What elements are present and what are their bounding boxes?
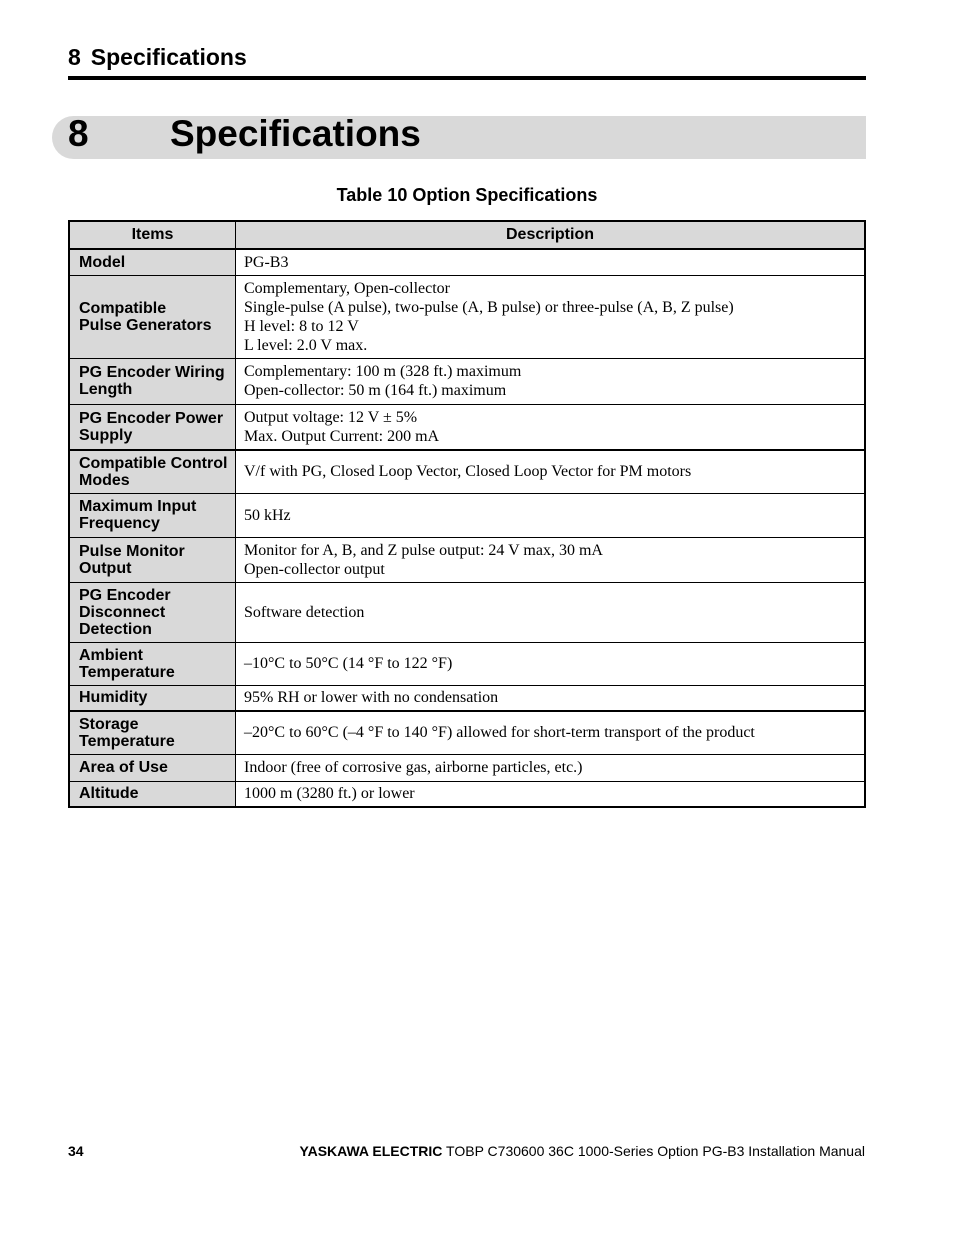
table-row bbox=[69, 781, 865, 807]
description-cell bbox=[236, 754, 866, 781]
item-label: Maximum Input bbox=[79, 498, 197, 515]
table-row bbox=[69, 358, 865, 404]
description-text: 95% RH or lower with no condensation bbox=[244, 689, 499, 707]
item-label: Model bbox=[79, 253, 126, 271]
description-text: 50 kHz bbox=[244, 506, 291, 524]
description-text: L level: 2.0 V max. bbox=[244, 336, 368, 354]
item-cell bbox=[69, 781, 236, 807]
description-text: Software detection bbox=[244, 603, 365, 621]
table-row bbox=[69, 754, 865, 781]
description-cell bbox=[236, 685, 866, 711]
item-cell bbox=[69, 493, 236, 537]
item-label: Pulse Generators bbox=[79, 316, 212, 334]
item-label: Area of Use bbox=[79, 759, 168, 776]
description-text: –10°C to 50°C (14 °F to 122 °F) bbox=[244, 655, 453, 672]
item-label: Compatible bbox=[79, 299, 167, 317]
description-text: Single-pulse (A pulse), two-pulse (A, B pulse) or three-pulse (A, B, Z pulse) bbox=[244, 298, 734, 316]
description-text: 1000 m (3280 ft.) or lower bbox=[244, 785, 415, 803]
description-text: Open-collector: 50 m (164 ft.) maximum bbox=[244, 382, 507, 399]
item-label: Ambient bbox=[79, 646, 143, 664]
item-label: Supply bbox=[79, 426, 133, 444]
description-text: Open-collector output bbox=[244, 560, 385, 578]
item-label: Disconnect bbox=[79, 603, 166, 621]
item-label: PG Encoder Power bbox=[79, 409, 224, 427]
item-label: Output bbox=[79, 559, 132, 577]
running-header-title: Specifications bbox=[90, 44, 247, 70]
table-caption: Table 10 Option Specifications bbox=[336, 185, 598, 205]
page-number: 34 bbox=[68, 1143, 84, 1159]
description-cell bbox=[236, 781, 866, 807]
description-cell bbox=[236, 711, 866, 754]
item-label: Temperature bbox=[79, 732, 175, 750]
footer-brand: YASKAWA ELECTRIC bbox=[299, 1143, 443, 1159]
item-cell bbox=[69, 537, 236, 582]
section-number: 8 bbox=[68, 113, 89, 154]
description-cell bbox=[236, 358, 866, 404]
running-header-number: 8 bbox=[68, 44, 81, 70]
description-cell bbox=[236, 582, 866, 642]
table-row bbox=[69, 685, 865, 711]
description-text: Indoor (free of corrosive gas, airborne particles, etc.) bbox=[244, 759, 583, 776]
description-text: –20°C to 60°C (–4 °F to 140 °F) allowed for short-term transport of the product bbox=[244, 724, 755, 742]
table-row bbox=[69, 249, 865, 275]
footer-doc-title: TOBP C730600 36C 1000-Series Option PG-B3 Installation Manual bbox=[442, 1143, 865, 1159]
item-cell bbox=[69, 275, 236, 358]
description-text: Monitor for A, B, and Z pulse output: 24 V max, 30 mA bbox=[244, 541, 603, 559]
table-row bbox=[69, 450, 865, 493]
description-cell bbox=[236, 642, 866, 685]
table-row bbox=[69, 582, 865, 642]
description-cell bbox=[236, 404, 866, 450]
table-row bbox=[69, 642, 865, 685]
column-header-items: Items bbox=[69, 221, 236, 249]
description-text: V/f with PG, Closed Loop Vector, Closed Loop Vector for PM motors bbox=[244, 463, 692, 481]
item-label: Compatible Control bbox=[79, 454, 228, 472]
item-cell bbox=[69, 685, 236, 711]
item-cell bbox=[69, 642, 236, 685]
item-cell bbox=[69, 711, 236, 754]
table-row bbox=[69, 275, 865, 358]
item-label: Storage bbox=[79, 715, 139, 733]
item-cell bbox=[69, 249, 236, 275]
description-text: Complementary, Open-collector bbox=[244, 279, 450, 297]
item-cell bbox=[69, 450, 236, 493]
description-cell bbox=[236, 493, 866, 537]
table-header-row bbox=[69, 221, 865, 249]
option-specifications-table bbox=[68, 220, 866, 808]
item-label: Humidity bbox=[79, 689, 148, 707]
item-label: PG Encoder bbox=[79, 586, 171, 604]
description-cell bbox=[236, 249, 866, 275]
item-label: PG Encoder Wiring bbox=[79, 364, 225, 381]
item-cell bbox=[69, 358, 236, 404]
item-cell bbox=[69, 582, 236, 642]
section-title: Specifications bbox=[170, 113, 421, 154]
description-text: Output voltage: 12 V ± 5% bbox=[244, 408, 418, 426]
column-header-description: Description bbox=[236, 221, 866, 249]
item-label: Frequency bbox=[79, 515, 160, 532]
description-text: Max. Output Current: 200 mA bbox=[244, 427, 440, 445]
item-label: Detection bbox=[79, 620, 152, 638]
item-cell bbox=[69, 404, 236, 450]
item-cell bbox=[69, 754, 236, 781]
item-label: Pulse Monitor bbox=[79, 542, 185, 560]
item-label: Altitude bbox=[79, 785, 139, 803]
description-cell bbox=[236, 275, 866, 358]
description-cell bbox=[236, 450, 866, 493]
item-label: Length bbox=[79, 381, 133, 398]
footer-document-title bbox=[300, 1143, 865, 1159]
item-label: Temperature bbox=[79, 663, 175, 681]
table-row bbox=[69, 537, 865, 582]
table-row bbox=[69, 711, 865, 754]
item-label: Modes bbox=[79, 471, 130, 489]
description-cell bbox=[236, 537, 866, 582]
description-text: H level: 8 to 12 V bbox=[244, 317, 359, 335]
header-rule bbox=[68, 76, 866, 80]
running-header bbox=[68, 44, 247, 71]
table-row bbox=[69, 404, 865, 450]
description-text: Complementary: 100 m (328 ft.) maximum bbox=[244, 363, 522, 380]
table-row bbox=[69, 493, 865, 537]
description-text: PG-B3 bbox=[244, 253, 289, 271]
